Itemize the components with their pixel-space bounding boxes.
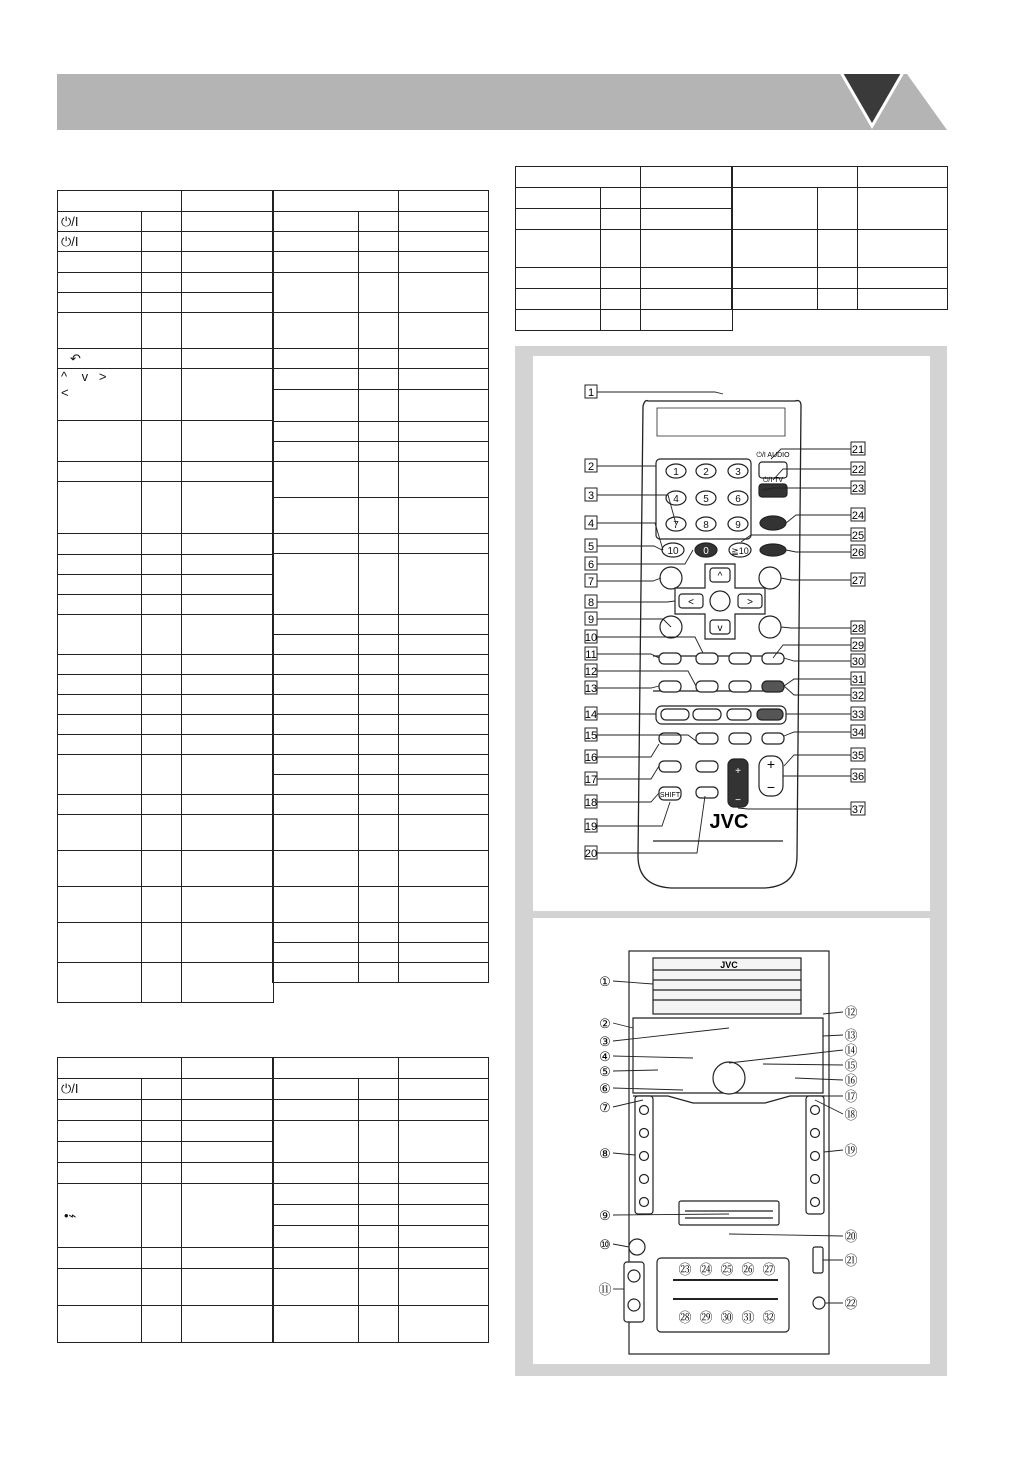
unit-callout-number: ⑱ [844,1107,858,1122]
table-row [273,963,489,983]
table-row [516,289,733,310]
table-row [58,349,274,369]
table-row [273,422,489,442]
unit-callout-number: ㉙ [699,1310,713,1325]
callout-number: 12 [584,666,598,678]
vol-minus-label: − [735,795,741,806]
key-2-label: 2 [703,467,709,478]
callout-number: 15 [584,730,598,742]
power-standby-icon: ⏻/I [58,1079,142,1100]
table-row [58,1100,274,1121]
cursor-up-label: ^ [717,571,723,582]
unit-callout-number: ㉜ [762,1310,776,1325]
table-row [516,209,733,230]
callout-number: 26 [851,547,865,559]
unit-callout-number: ⑯ [844,1073,858,1088]
callout-leader [597,392,723,394]
table-row [273,755,489,775]
callout-number: 5 [587,541,595,553]
table-row [732,188,948,230]
table-row [732,268,948,289]
table-row [58,212,274,232]
table-row [732,230,948,268]
table-header-row [273,191,489,212]
table-row [58,1248,274,1269]
table-row [273,615,489,635]
unit-callout-number: ⑬ [844,1028,858,1043]
table-row [58,1306,274,1343]
table-row [273,655,489,675]
table-row [732,289,948,310]
return-arrow-icon: ↶ [58,349,142,369]
table-row [58,851,274,887]
table-row [58,655,274,675]
table-row [273,795,489,815]
remote-control-diagram [533,356,930,911]
table-row [58,273,274,293]
unit-callout-number: ⑮ [844,1058,858,1073]
extra-function-table-left [515,166,733,331]
key-5-label: 5 [703,494,709,505]
remote-brand-logo: JVC [709,811,749,833]
callout-number: 33 [851,709,865,721]
table-row [273,462,489,498]
callout-number: 36 [851,771,865,783]
table-row [58,421,274,462]
table-row [273,1248,489,1269]
table-row [58,482,274,534]
table-row [58,575,274,595]
table-row [273,1226,489,1248]
table-row [58,293,274,313]
table-row [58,963,274,1003]
table-row [516,310,733,331]
unit-callout-number: ⑧ [599,1146,611,1161]
table-row [273,442,489,462]
unit-callout-number: ③ [599,1034,611,1049]
callout-number: 2 [587,461,595,473]
table-row [273,635,489,655]
callout-number: 11 [585,649,597,661]
table-row [273,923,489,943]
callout-number: 24 [851,510,865,522]
key-4-label: 4 [673,494,679,505]
callout-number: 29 [851,640,865,652]
table-row [58,462,274,482]
table-row [58,1121,274,1142]
table-row [273,851,489,887]
unit-callout-number: ㉓ [678,1262,692,1277]
key-9-label: 9 [735,520,741,531]
table-row [58,595,274,615]
table-row [58,313,274,349]
remote-function-table-right [272,190,489,983]
table-row [58,1163,274,1184]
table-row [58,252,274,273]
callout-number: 21 [851,444,865,456]
cursor-left-label: < [688,597,694,608]
callout-number: 1 [587,387,595,399]
table-header-row [58,1058,274,1079]
table-row [273,1163,489,1184]
table-row [273,252,489,273]
table-row [273,534,489,554]
callout-number: 6 [587,559,595,571]
unit-callout-number: ㉛ [741,1310,755,1325]
channel-plus-label: + [766,756,776,772]
table-header-row [516,167,733,188]
callout-number: 20 [584,848,598,860]
callout-number: 13 [584,683,598,695]
unit-callout-number: ⑨ [599,1208,611,1223]
key-10-label: 10 [667,546,679,557]
callout-leader [613,1244,629,1247]
table-row [273,369,489,390]
section-header-banner [57,74,947,130]
table-row [58,555,274,575]
table-row [58,534,274,555]
table-row [273,735,489,755]
table-header-row [732,167,948,188]
callout-number: 37 [851,804,865,816]
table-row [273,232,489,252]
key-3-label: 3 [735,467,741,478]
unit-function-table-right [272,1057,489,1343]
callout-number: 18 [584,797,598,809]
callout-number: 19 [584,821,598,833]
table-row [58,1184,274,1248]
table-row [273,815,489,851]
unit-callout-number: ⑩ [599,1237,611,1252]
tv-power-label: ⏻/I TV [762,477,784,484]
callout-number: 8 [587,597,595,609]
audio-power-label: ⏻/I AUDIO [756,452,790,459]
unit-callout-number: ① [599,974,611,989]
key-0-label: 0 [703,546,709,557]
table-row [273,1306,489,1343]
table-row [58,615,274,655]
table-row [58,1269,274,1306]
callout-number: 17 [584,774,598,786]
unit-function-table-left [57,1057,274,1343]
table-row [273,1100,489,1121]
callout-number: 27 [851,575,865,587]
main-unit-diagram [533,918,930,1364]
table-row [273,675,489,695]
table-row [273,695,489,715]
table-row [58,795,274,815]
table-row [516,230,733,268]
key-7-label: 7 [673,520,679,531]
table-row [516,268,733,289]
remote-function-table-left [57,190,274,1003]
unit-callout-number: ㉚ [720,1310,734,1325]
unit-callout-number: ⑳ [844,1229,858,1244]
table-row [516,188,733,209]
table-row [273,1184,489,1205]
callout-number: 30 [851,656,865,668]
unit-callout-number: ⑰ [844,1089,858,1104]
unit-callout-number: ② [599,1016,611,1031]
unit-callout-number: ⑫ [844,1005,858,1020]
unit-callout-number: ㉔ [699,1262,713,1277]
unit-callout-number: ㉒ [844,1296,858,1311]
table-row [273,887,489,923]
callout-number: 14 [584,709,598,721]
unit-callout-number: ㉑ [844,1253,858,1268]
callout-number: 28 [851,623,865,635]
table-row [273,313,489,349]
table-row [58,695,274,715]
table-row [58,1079,274,1100]
table-row [58,675,274,695]
callout-number: 34 [851,727,865,739]
extra-function-table-right [731,166,948,310]
table-row [273,1269,489,1306]
key-plus10-label: ≧10 [731,546,749,556]
unit-brand-logo: JVC [720,960,738,970]
cursor-right-label: > [747,597,753,608]
table-row [273,273,489,313]
table-row [273,775,489,795]
unit-callout-number: ⑪ [598,1282,612,1297]
power-standby-icon: ⏻/I [58,212,142,232]
key-8-label: 8 [703,520,709,531]
callout-number: 4 [587,518,595,530]
table-row [273,1079,489,1100]
table-row [273,715,489,735]
table-row [58,715,274,735]
callout-number: 9 [587,614,595,626]
unit-callout-number: ⑭ [844,1043,858,1058]
callout-number: 32 [851,690,865,702]
callout-number: 23 [851,483,865,495]
table-row [273,212,489,232]
table-row [273,498,489,534]
callout-number: 3 [587,490,595,502]
table-row [58,923,274,963]
key-6-label: 6 [735,494,741,505]
vol-plus-label: + [735,766,741,777]
table-header-row [273,1058,489,1079]
unit-callout-number: ㉘ [678,1310,692,1325]
callout-number: 31 [851,674,865,686]
table-row [58,232,274,252]
unit-callout-number: ⑥ [599,1081,611,1096]
callout-number: 25 [851,530,865,542]
callout-number: 35 [851,750,865,762]
callout-number: 16 [584,752,598,764]
table-row [273,1205,489,1226]
unit-callout-number: ㉗ [762,1262,776,1277]
cursor-arrows-icon: ^ v > < [58,369,142,421]
table-row [273,943,489,963]
callout-number: 22 [851,464,865,476]
unit-callout-number: ⑲ [844,1143,858,1158]
table-row [273,390,489,422]
table-row [58,735,274,755]
power-standby-icon: ⏻/I [58,232,142,252]
unit-callout-number: ⑦ [599,1100,611,1115]
table-row [58,887,274,923]
table-header-row [58,191,274,212]
unit-callout-number: ㉖ [741,1262,755,1277]
table-row [58,755,274,795]
table-row [58,369,274,421]
key-1-label: 1 [673,467,679,478]
table-row [58,1142,274,1163]
unit-callout-number: ⑤ [599,1064,611,1079]
table-row [58,815,274,851]
channel-minus-label: − [766,779,776,795]
callout-number: 7 [587,576,595,588]
shift-label: SHIFT [659,792,681,799]
cursor-down-label: v [717,623,723,634]
table-row [273,554,489,615]
usb-icon: •⌁ [58,1184,142,1248]
callout-number: 10 [584,632,598,644]
unit-callout-number: ④ [599,1049,611,1064]
table-row [273,1121,489,1163]
unit-callout-number: ㉕ [720,1262,734,1277]
table-row [273,349,489,369]
